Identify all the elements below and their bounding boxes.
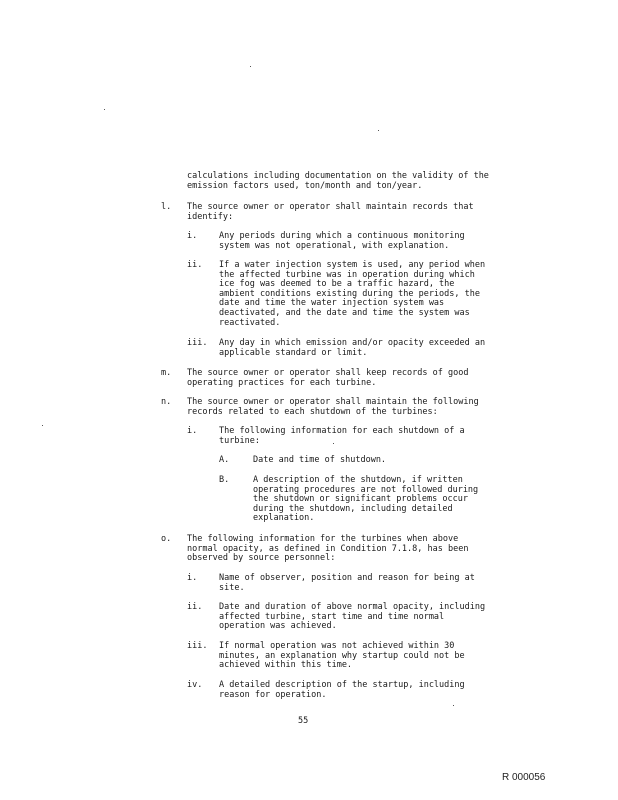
subitem-label-o-ii: ii. xyxy=(187,602,203,612)
scan-speck xyxy=(42,425,43,426)
subitem-label-o-i: i. xyxy=(187,573,198,583)
subsubitem-text-A: Date and time of shutdown. xyxy=(253,455,387,465)
subitem-label-o-iv: iv. xyxy=(187,680,203,690)
scan-speck xyxy=(104,109,105,110)
subitem-text-o-iv: A detailed description of the startup, including reason for operation. xyxy=(219,680,465,700)
subsubitem-text-B: A description of the shutdown, if written operating procedures are not followed during the shutdown or significant problems occur during the shutdown, including detailed explanation. xyxy=(253,475,479,524)
subitem-text-l-ii: If a water injection system is used, any period when the affected turbine was in operation during which ice fog was deemed to be a traffic hazard, the ambient conditions existing during the periods, the date and time the water injection system was deactivated, and the date and time the system was reactivated. xyxy=(219,260,486,328)
bates-number: R 000056 xyxy=(502,772,546,783)
subitem-label-o-iii: iii. xyxy=(187,641,208,651)
subitem-label-n-i: i. xyxy=(187,426,198,436)
subitem-text-o-ii: Date and duration of above normal opacity, including affected turbine, start time and time normal operation was achieved. xyxy=(219,602,486,632)
subitem-label-l-ii: ii. xyxy=(187,260,203,270)
subitem-text-l-iii: Any day in which emission and/or opacity exceeded an applicable standard or limit. xyxy=(219,338,486,358)
item-text-m: The source owner or operator shall keep records of good operating practices for each turbine. xyxy=(187,368,469,388)
scan-speck xyxy=(333,443,334,444)
subitem-text-l-i: Any periods during which a continuous monitoring system was not operational, with explanation. xyxy=(219,231,465,251)
item-label-m: m. xyxy=(161,368,172,378)
item-label-o: o. xyxy=(161,534,172,544)
item-text-o: The following information for the turbines when above normal opacity, as defined in Condition 7.1.8, has been observed by source personnel: xyxy=(187,534,469,564)
item-label-n: n. xyxy=(161,397,172,407)
page-number: 55 xyxy=(298,716,309,726)
scan-speck xyxy=(453,705,454,706)
item-text-n: The source owner or operator shall maintain the following records related to each shutdown of the turbines: xyxy=(187,397,479,417)
subitem-label-l-i: i. xyxy=(187,231,198,241)
subitem-text-n-i: The following information for each shutdown of a turbine: xyxy=(219,426,465,446)
subitem-text-o-iii: If normal operation was not achieved within 30 minutes, an explanation why startup could not be achieved within this time. xyxy=(219,641,465,671)
item-label-l: l. xyxy=(161,202,172,212)
subsubitem-label-A: A. xyxy=(219,455,230,465)
scan-speck xyxy=(378,130,379,131)
subitem-label-l-iii: iii. xyxy=(187,338,208,348)
scan-speck xyxy=(250,66,251,67)
item-text-l: The source owner or operator shall maintain records that identify: xyxy=(187,202,474,222)
subsubitem-label-B: B. xyxy=(219,475,230,485)
subitem-text-o-i: Name of observer, position and reason for being at site. xyxy=(219,573,475,593)
intro-paragraph: calculations including documentation on the validity of the emission factors used, ton/month and ton/year. xyxy=(187,171,489,191)
